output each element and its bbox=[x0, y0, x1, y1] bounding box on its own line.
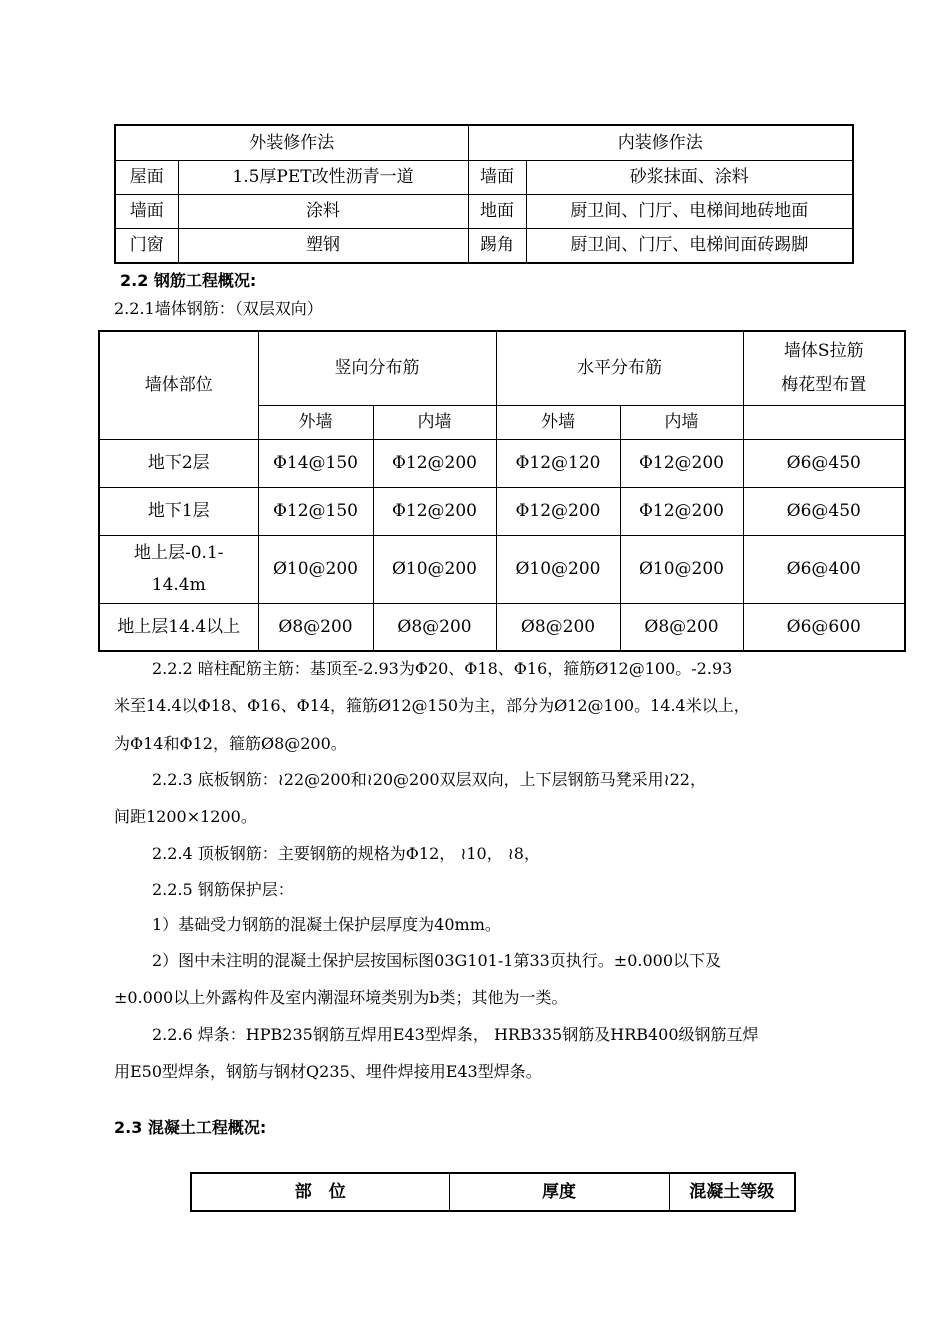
table-row bbox=[99, 535, 905, 603]
table-header-row bbox=[191, 1173, 795, 1211]
h-inner-cell: Ø10@200 bbox=[620, 535, 743, 603]
v-outer-cell: Φ14@150 bbox=[258, 439, 373, 487]
table-row bbox=[99, 487, 905, 535]
s-tie-cell: Ø6@450 bbox=[743, 487, 905, 535]
p225-1-text: 1）基础受力钢筋的混凝土保护层厚度为40mm。 bbox=[152, 915, 501, 934]
int-value: 砂浆抹面、涂料 bbox=[526, 161, 853, 195]
table-row bbox=[115, 229, 853, 264]
col-vertical: 竖向分布筋 bbox=[258, 331, 496, 405]
h-outer-cell: Φ12@120 bbox=[496, 439, 620, 487]
col-thickness: 厚度 bbox=[449, 1173, 669, 1211]
decoration-table bbox=[114, 124, 854, 264]
ext-label: 屋面 bbox=[115, 161, 178, 195]
empty-cell bbox=[743, 405, 905, 439]
concrete-table bbox=[190, 1172, 796, 1212]
position-cell: 地下1层 bbox=[99, 487, 258, 535]
ext-value: 涂料 bbox=[178, 195, 468, 229]
v-outer-cell: Ø10@200 bbox=[258, 535, 373, 603]
ext-value: 塑钢 bbox=[178, 229, 468, 264]
p225-2-line2: ±0.000以上外露构件及室内潮湿环境类别为b类；其他为一类。 bbox=[114, 988, 568, 1007]
p225-text: 2.2.5 钢筋保护层： bbox=[152, 880, 294, 899]
sub-221-text: 2.2.1墙体钢筋：（双层双向） bbox=[114, 299, 323, 318]
table-row bbox=[115, 195, 853, 229]
interior-header: 内装修作法 bbox=[468, 125, 853, 161]
p225-2-line1: 2）图中未注明的混凝土保护层按国标图03G101-1第33页执行。±0.000以下及 bbox=[152, 951, 722, 970]
v-inner-cell: Ø10@200 bbox=[373, 535, 496, 603]
h-outer-header: 外墙 bbox=[496, 405, 620, 439]
ext-value: 1.5厚PET改性沥青一道 bbox=[178, 161, 468, 195]
p222-line2: 米至14.4以Φ18、Φ16、Φ14，箍筋Ø12@150为主，部分为Ø12@100。14.4米以上， bbox=[114, 696, 750, 715]
position-cell bbox=[99, 535, 258, 603]
col-s-line1: 墙体S拉筋 bbox=[783, 341, 864, 362]
p224-text: 2.2.4 顶板钢筋：主要钢筋的规格为Φ12， ≀10， ≀8， bbox=[152, 844, 540, 863]
position-line2: 14.4m bbox=[151, 575, 206, 595]
h-outer-cell: Ø10@200 bbox=[496, 535, 620, 603]
ext-label: 门窗 bbox=[115, 229, 178, 264]
decoration-header-row bbox=[115, 125, 853, 161]
col-position: 墙体部位 bbox=[99, 331, 258, 439]
position-cell: 地上层14.4以上 bbox=[99, 603, 258, 651]
v-inner-cell: Φ12@200 bbox=[373, 439, 496, 487]
h-outer-cell: Ø8@200 bbox=[496, 603, 620, 651]
position-cell: 地下2层 bbox=[99, 439, 258, 487]
ext-label: 墙面 bbox=[115, 195, 178, 229]
v-outer-cell: Φ12@150 bbox=[258, 487, 373, 535]
h-inner-cell: Ø8@200 bbox=[620, 603, 743, 651]
h-inner-cell: Φ12@200 bbox=[620, 439, 743, 487]
s-tie-cell: Ø6@600 bbox=[743, 603, 905, 651]
p226-line2: 用E50型焊条，钢筋与钢材Q235、埋件焊接用E43型焊条。 bbox=[114, 1062, 542, 1081]
col-s-line2: 梅花型布置 bbox=[781, 375, 867, 396]
col-grade: 混凝土等级 bbox=[669, 1173, 795, 1211]
section-23-heading: 2.3 混凝土工程概况: bbox=[114, 1118, 267, 1137]
table-header-row bbox=[99, 331, 905, 405]
int-value: 厨卫间、门厅、电梯间地砖地面 bbox=[526, 195, 853, 229]
s-tie-cell: Ø6@450 bbox=[743, 439, 905, 487]
v-outer-cell: Ø8@200 bbox=[258, 603, 373, 651]
table-row bbox=[99, 603, 905, 651]
v-inner-cell: Ø8@200 bbox=[373, 603, 496, 651]
h-inner-cell: Φ12@200 bbox=[620, 487, 743, 535]
h-outer-cell: Φ12@200 bbox=[496, 487, 620, 535]
p223-line1: 2.2.3 底板钢筋：≀22@200和≀20@200双层双向，上下层钢筋马凳采用≀22， bbox=[152, 770, 706, 789]
section-22-heading: 2.2 钢筋工程概况: bbox=[120, 271, 257, 290]
wall-rebar-table bbox=[98, 330, 906, 652]
p222-line1: 2.2.2 暗柱配筋主筋：基顶至-2.93为Φ20、Φ18、Φ16，箍筋Ø12@100。-2.93 bbox=[152, 659, 733, 678]
int-label: 地面 bbox=[468, 195, 526, 229]
int-value: 厨卫间、门厅、电梯间面砖踢脚 bbox=[526, 229, 853, 264]
position-line1: 地上层-0.1- bbox=[133, 543, 224, 563]
int-label: 踢角 bbox=[468, 229, 526, 264]
v-inner-cell: Φ12@200 bbox=[373, 487, 496, 535]
s-tie-cell: Ø6@400 bbox=[743, 535, 905, 603]
h-inner-header: 内墙 bbox=[620, 405, 743, 439]
col-part: 部 位 bbox=[191, 1173, 449, 1211]
p223-line2: 间距1200×1200。 bbox=[114, 807, 257, 826]
v-inner-header: 内墙 bbox=[373, 405, 496, 439]
int-label: 墙面 bbox=[468, 161, 526, 195]
table-row bbox=[99, 439, 905, 487]
p222-line3: 为Φ14和Φ12，箍筋Ø8@200。 bbox=[114, 734, 347, 753]
exterior-header: 外装修作法 bbox=[115, 125, 468, 161]
col-s-tie bbox=[743, 331, 905, 405]
v-outer-header: 外墙 bbox=[258, 405, 373, 439]
p226-line1: 2.2.6 焊条：HPB235钢筋互焊用E43型焊条， HRB335钢筋及HRB400级钢筋互焊 bbox=[152, 1025, 759, 1044]
table-row bbox=[115, 161, 853, 195]
col-horizontal: 水平分布筋 bbox=[496, 331, 743, 405]
